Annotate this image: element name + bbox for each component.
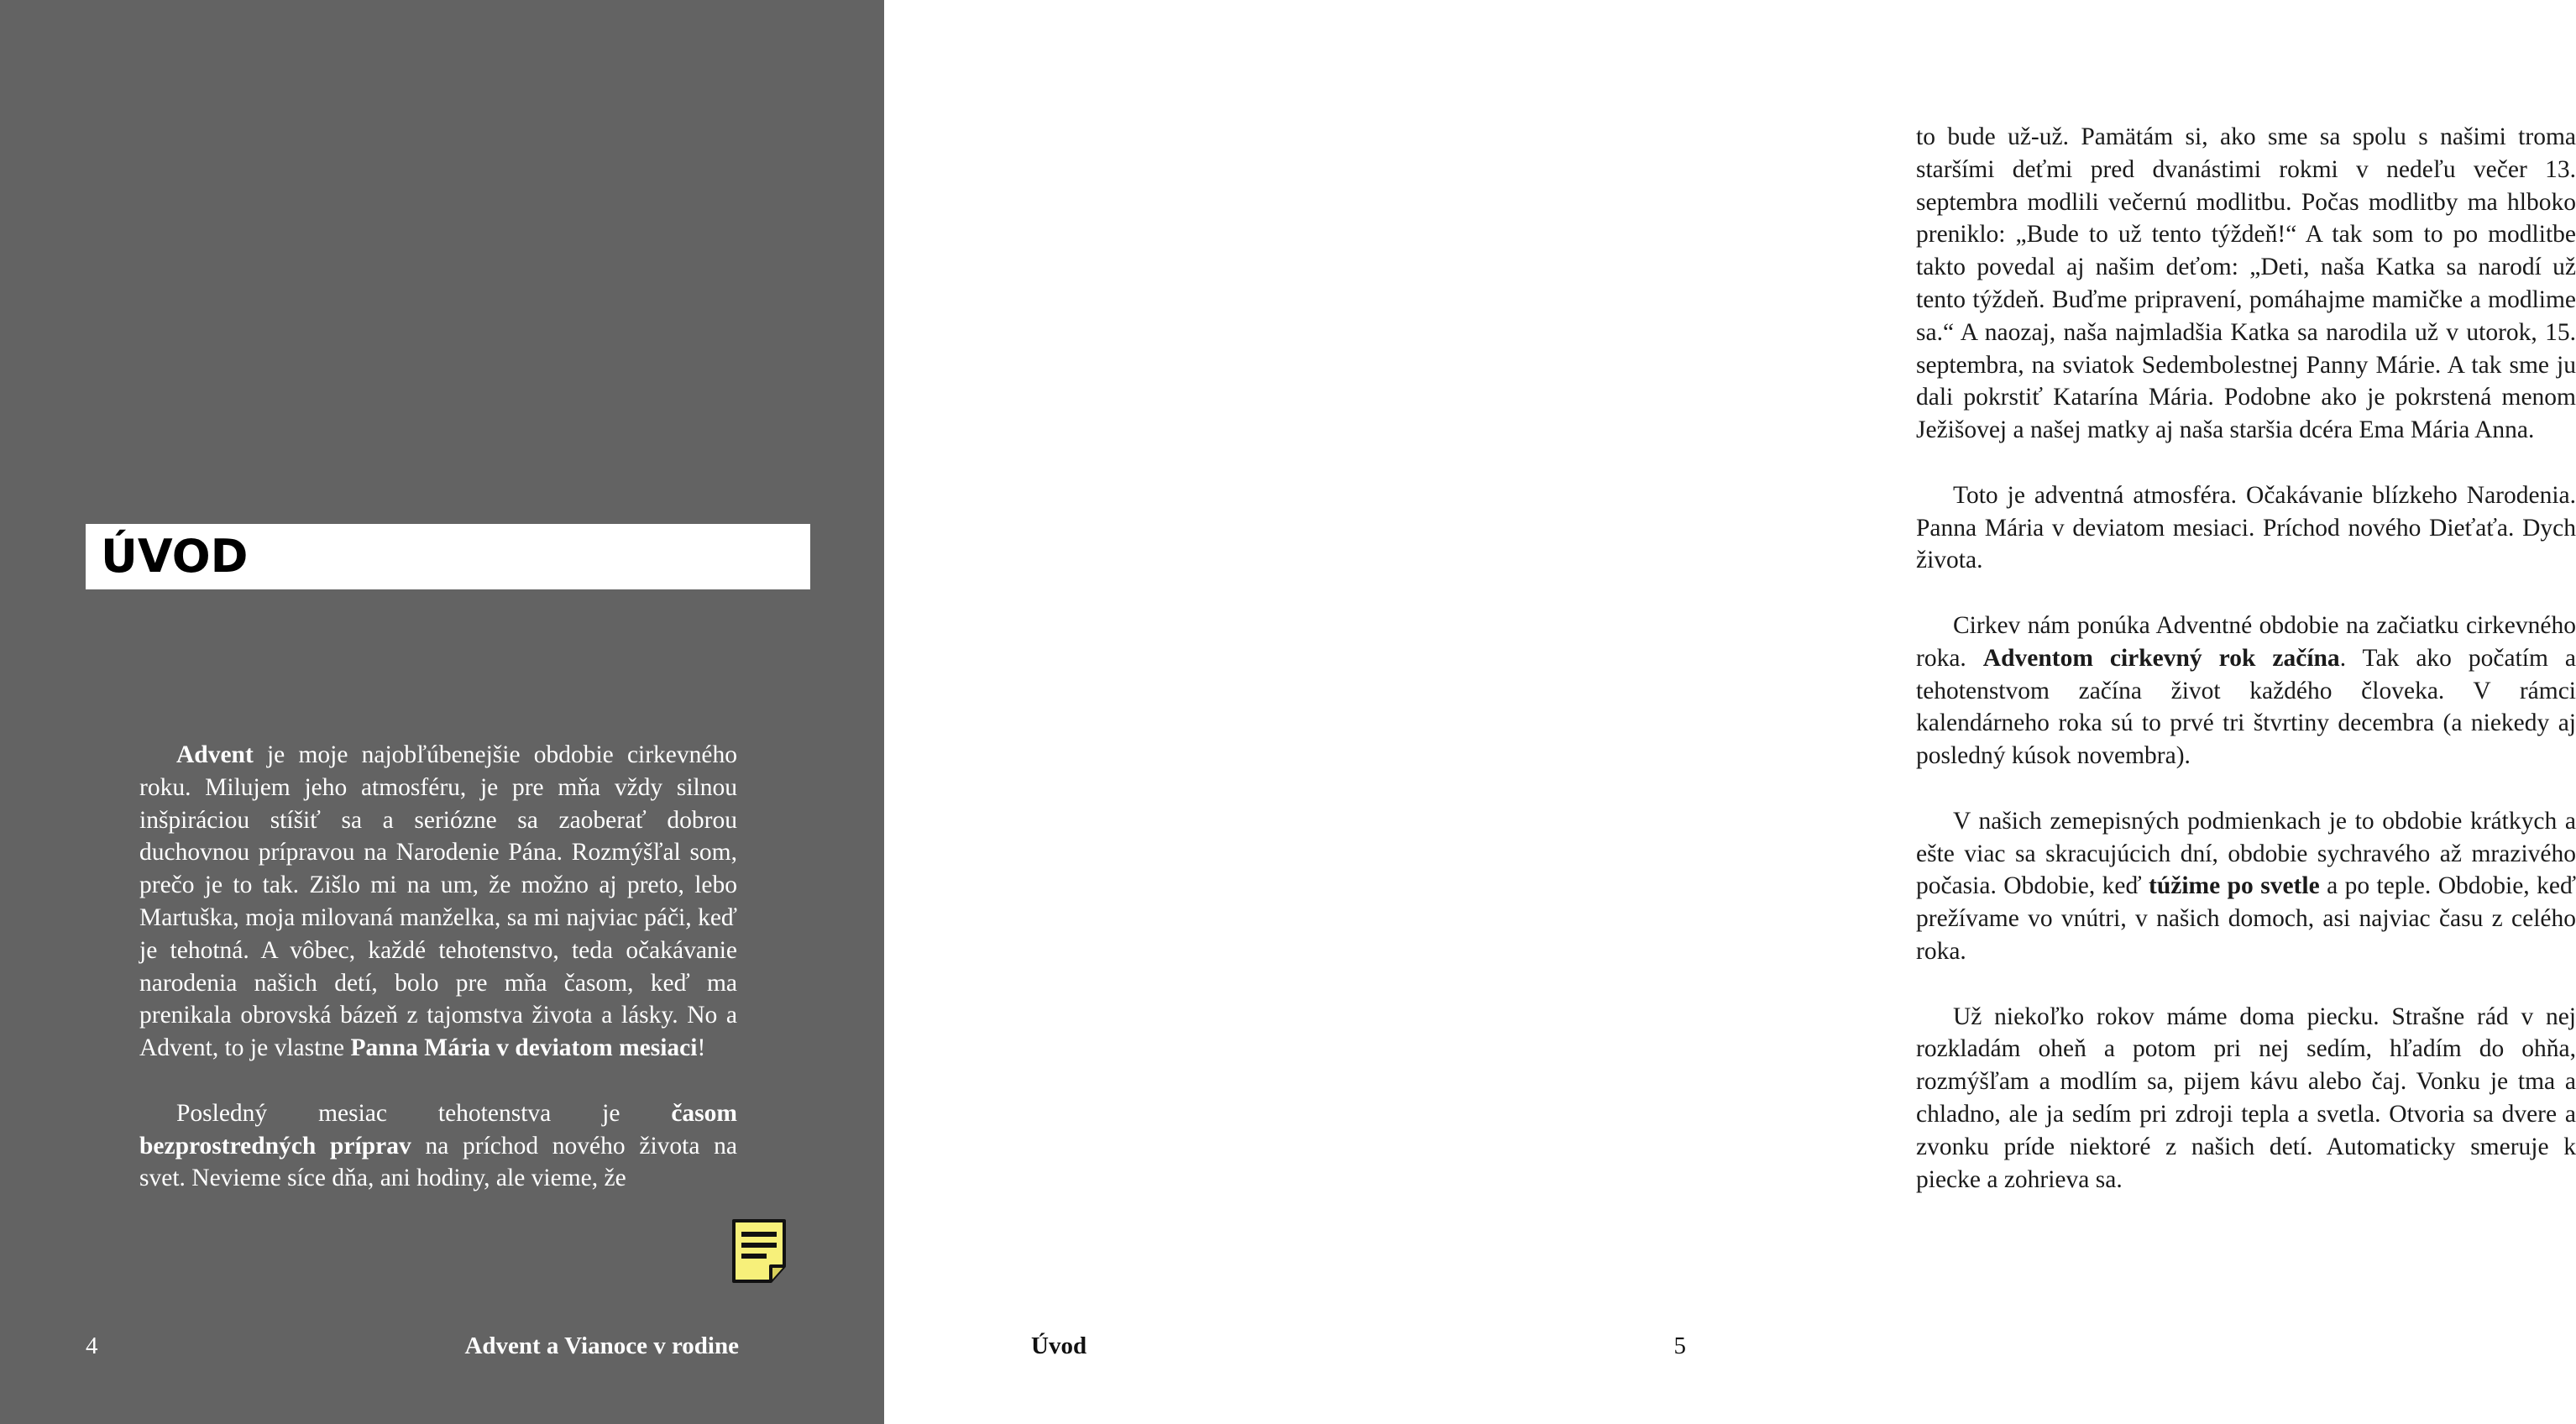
text-run: Cirkev nám ponúka Adventné obdobie na začiatku cirkevného roka. — [1916, 611, 2576, 672]
right-body-text — [1916, 121, 2576, 1196]
text-run: . Tak ako počatím a tehotenstvom začína život každého človeka. V rámci kalendárneho roka sú to prvé tri štvrtiny decembra (a niekedy aj posledný kúsok novembra). — [1916, 644, 2576, 770]
left-page — [0, 0, 884, 1424]
right-page — [884, 0, 2576, 1424]
page-number: 5 — [1673, 1332, 1686, 1359]
text-run: túžime po svetle — [2149, 872, 2320, 900]
paragraph — [1916, 479, 2576, 577]
text-run: V našich zemepisných podmienkach je to obdobie krátkych a ešte viac sa skracujúcich dní, obdobie sychravého až mrazivého počasia. Obdobie, keď — [1916, 807, 2576, 900]
paragraph — [139, 739, 737, 1065]
text-run: Advent — [176, 741, 254, 768]
text-run: Adventom cirkevný rok začína — [1982, 644, 2340, 672]
text-run: časom bezprostredných príprav — [139, 1099, 737, 1160]
running-title: Advent a Vianoce v rodine — [464, 1332, 739, 1359]
chapter-title-bar — [86, 524, 810, 589]
left-body-text — [139, 739, 737, 1195]
chapter-title: ÚVOD — [101, 530, 249, 583]
paragraph — [1916, 610, 2576, 772]
page-number: 4 — [86, 1332, 98, 1359]
text-run: na príchod nového života na svet. Nevieme síce dňa, ani hodiny, ale vieme, že — [139, 1132, 737, 1192]
paragraph — [1916, 1001, 2576, 1196]
text-run: Toto je adventná atmosféra. Očakávanie blízkeho Narodenia. Panna Mária v deviatom mesiaci. Príchod nového Dieťaťa. Dych života. — [1916, 481, 2576, 574]
text-run: Posledný mesiac tehotenstva je — [176, 1099, 672, 1127]
paragraph — [1916, 121, 2576, 447]
paragraph — [1916, 805, 2576, 968]
text-run: Už niekoľko rokov máme doma piecku. Strašne rád v nej rozkladám oheň a potom pri nej sedím, hľadím do ohňa, rozmýšľam a modlím sa, pijem kávu alebo čaj. Vonku je tma a chladno, ale ja sedím pri zdroji tepla a svetla. Otvoria sa dvere a zvonku príde niektoré z našich detí. Automaticky smeruje k piecke a zohrieva sa. — [1916, 1003, 2576, 1193]
running-title: Úvod — [1031, 1332, 1087, 1359]
text-run: je moje najobľúbenejšie obdobie cirkevného roku. Milujem jeho atmosféru, je pre mňa vždy silnou inšpiráciou stíšiť sa a seriózne sa zaoberať dobrou duchovnou prípravou na Narodenie Pána. Rozmýšľal som, prečo je to tak. Zišlo mi na um, že možno aj preto, lebo Martuška, moja milovaná manželka, sa mi najviac páči, keď je tehotná. A vôbec, každé tehotenstvo, teda očakávanie narodenia našich detí, bolo pre mňa časom, keď ma prenikala obrovská bázeň z tajomstva života a lásky. No a Advent, to je vlastne — [139, 741, 737, 1062]
text-run: to bude už-už. Pamätám si, ako sme sa spolu s našimi troma staršími deťmi pred dvanástimi rokmi v nedeľu večer 13. septembra modlili večernú modlitbu. Počas modlitby ma hlboko preniklo: „Bude to už tento týždeň!“ A tak som to po modlitbe takto povedal aj našim deťom: „Deti, naša Katka sa narodí už tento týždeň. Buďme pripravení, pomáhajme mamičke a modlime sa.“ A naozaj, naša najmladšia Katka sa narodila už v utorok, 15. septembra, na sviatok Sedembolestnej Panny Márie. A tak sme ju dali pokrstiť Katarína Mária. Podobne ako je pokrstená menom Ježišovej a našej matky aj naša staršia dcéra Ema Mária Anna. — [1916, 123, 2576, 444]
paragraph — [139, 1097, 737, 1195]
text-run: ! — [697, 1034, 706, 1062]
text-run: a po teple. Obdobie, keď prežívame vo vnútri, v našich domoch, asi najviac času z celého roka. — [1916, 872, 2576, 965]
sticky-note-icon[interactable] — [730, 1217, 788, 1285]
text-run: Panna Mária v deviatom mesiaci — [350, 1034, 698, 1062]
